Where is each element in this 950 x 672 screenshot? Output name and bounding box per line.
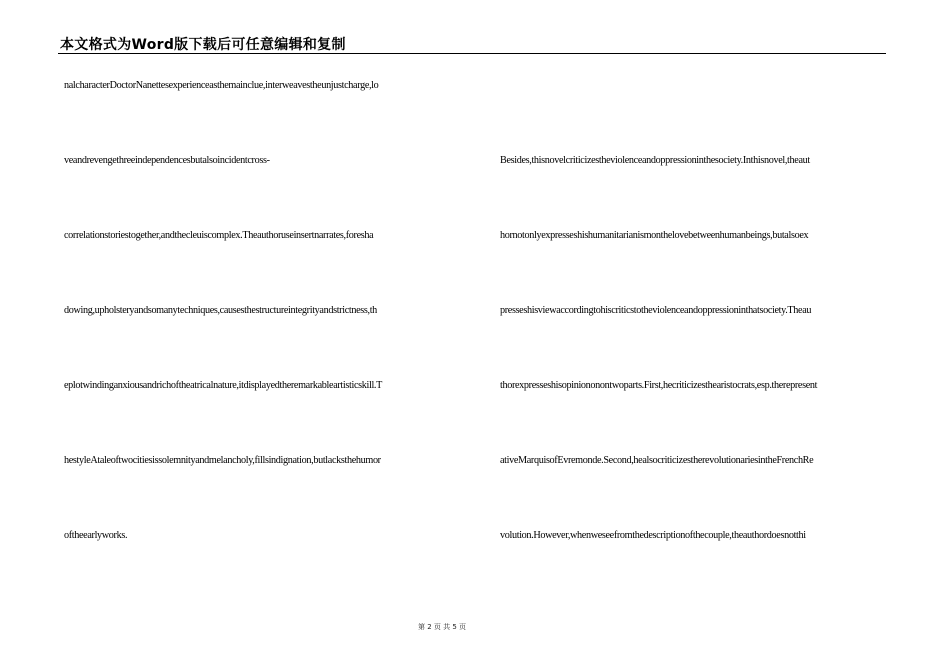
right-column: [500, 0, 888, 672]
left-text-line: hestyleAtaleoftwocitiesissolemnityandmelancholy,fillsindignation,butlacksthehumor: [64, 455, 381, 466]
right-text-line: hornotonlyexpresseshishumanitarianismonthelovebetweenhumanbeings,butalsoex: [500, 230, 809, 241]
left-column: [64, 0, 470, 672]
left-text-line: correlationstoriestogether,andthecleuiscomplex.Theauthoruseinsertnarrates,foresha: [64, 230, 374, 241]
left-text-line: nalcharacterDoctorNanettesexperienceasthemainclue,interweavestheunjustcharge,lo: [64, 80, 379, 91]
document-header-title: 本文格式为Word版下载后可任意编辑和复制: [60, 37, 346, 53]
right-text-line: volution.However,whenweseefromthedescriptionofthecouple,theauthordoesnotthi: [500, 530, 806, 541]
right-text-line: presseshisviewaccordingtohiscriticstotheviolenceandoppressioninthatsociety.Theau: [500, 305, 812, 316]
left-text-line: veandrevengethreeindependencesbutalsoincidentcross-: [64, 155, 270, 166]
left-text-line: dowing,upholsteryandsomanytechniques,causesthestructureintegrityandstrictness,th: [64, 305, 377, 316]
right-text-line: ativeMarquisofEvremonde.Second,healsocriticizestherevolutionariesintheFrenchRe: [500, 455, 814, 466]
left-text-line: eplotwindinganxiousandrichoftheatricalnature,itdisplayedtheremarkableartisticskill.T: [64, 380, 382, 391]
right-text-line: thorexpresseshisopiniononontwoparts.First,hecriticizesthearistocrats,esp.therepresent: [500, 380, 818, 391]
page-number-footer: 第 2 页 共 5 页: [417, 623, 467, 631]
right-text-line: Besides,thisnovelcriticizestheviolenceandoppressioninthesociety.Inthisnovel,theaut: [500, 155, 810, 166]
left-text-line: oftheearlyworks.: [64, 530, 128, 541]
